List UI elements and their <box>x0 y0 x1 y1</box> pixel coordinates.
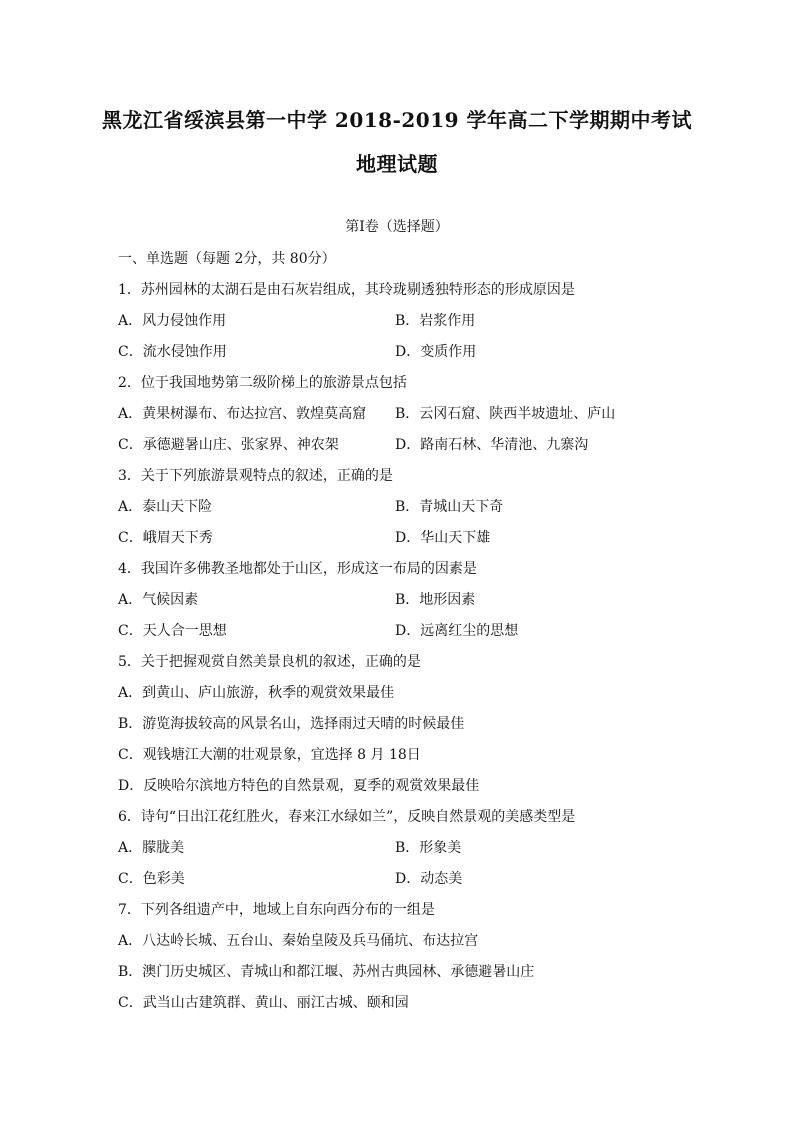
option-c: C．天人合一思想 <box>118 623 227 639</box>
option-b: B．地形因素 <box>395 592 476 608</box>
option-a: A．泰山天下险 <box>118 499 213 515</box>
option-d: D．变质作用 <box>395 344 477 360</box>
option-d: D．路南石林、华清池、九寨沟 <box>395 437 589 453</box>
option-a: A．黄果树瀑布、布达拉宫、敦煌莫高窟 <box>118 406 367 422</box>
option-d: D．反映哈尔滨地方特色的自然景观，夏季的观赏效果最佳 <box>118 778 480 794</box>
option-b: B．澳门历史城区、青城山和都江堰、苏州古典园林、承德避暑山庄 <box>118 964 535 980</box>
question-stem-2: 2．位于我国地势第二级阶梯上的旅游景点包括 <box>118 375 407 391</box>
option-row <box>118 590 698 621</box>
option-a: A．到黄山、庐山旅游，秋季的观赏效果最佳 <box>118 685 395 701</box>
section-heading: 第Ⅰ卷（选择题） <box>345 219 449 235</box>
option-c: C．峨眉天下秀 <box>118 530 213 546</box>
option-c: C．色彩美 <box>118 871 185 887</box>
question-stem-3: 3．关于下列旅游景观特点的叙述，正确的是 <box>118 468 393 484</box>
question-stem-6: 6．诗句“日出江花红胜火，春来江水绿如兰”，反映自然景观的美感类型是 <box>118 809 576 825</box>
exam-subject: 地理试题 <box>356 152 438 176</box>
option-b: B．岩浆作用 <box>395 313 476 329</box>
option-b: B．青城山天下奇 <box>395 499 504 515</box>
question-stem-1: 1．苏州园林的太湖石是由石灰岩组成，其玲珑剔透独特形态的形成原因是 <box>118 282 575 298</box>
question-stem-7: 7．下列各组遗产中，地域上自东向西分布的一组是 <box>118 902 435 918</box>
option-b: B．游览海拔较高的风景名山，选择雨过天晴的时候最佳 <box>118 716 465 732</box>
option-d: D．远离红尘的思想 <box>395 623 519 639</box>
option-row <box>118 435 698 466</box>
option-c: C．承德避暑山庄、张家界、神农架 <box>118 437 339 453</box>
question-stem-4: 4．我国许多佛教圣地都处于山区，形成这一布局的因素是 <box>118 561 477 577</box>
option-row <box>118 869 698 900</box>
option-row <box>118 311 698 342</box>
option-a: A．朦胧美 <box>118 840 185 856</box>
part-heading: 一、单选题（每题 2分，共 80分） <box>118 251 336 267</box>
question-list <box>118 249 698 1024</box>
question-stem-5: 5．关于把握观赏自然美景良机的叙述，正确的是 <box>118 654 421 670</box>
option-row <box>118 497 698 528</box>
option-row <box>118 528 698 559</box>
option-row <box>118 838 698 869</box>
option-a: A．风力侵蚀作用 <box>118 313 227 329</box>
option-row <box>118 342 698 373</box>
option-d: D．动态美 <box>395 871 463 887</box>
option-c: C．观钱塘江大潮的壮观景象，宜选择 8 月 18日 <box>118 747 421 763</box>
option-c: C．武当山古建筑群、黄山、丽江古城、颐和园 <box>118 995 409 1011</box>
option-b: B．云冈石窟、陕西半坡遗址、庐山 <box>395 406 616 422</box>
option-d: D．华山天下雄 <box>395 530 491 546</box>
option-c: C．流水侵蚀作用 <box>118 344 227 360</box>
option-row <box>118 621 698 652</box>
option-a: A．八达岭长城、五台山、秦始皇陵及兵马俑坑、布达拉宫 <box>118 933 479 949</box>
option-row <box>118 404 698 435</box>
option-b: B．形象美 <box>395 840 462 856</box>
exam-title: 黑龙江省绥滨县第一中学 2018-2019 学年高二下学期期中考试 <box>101 108 693 132</box>
option-a: A．气候因素 <box>118 592 199 608</box>
